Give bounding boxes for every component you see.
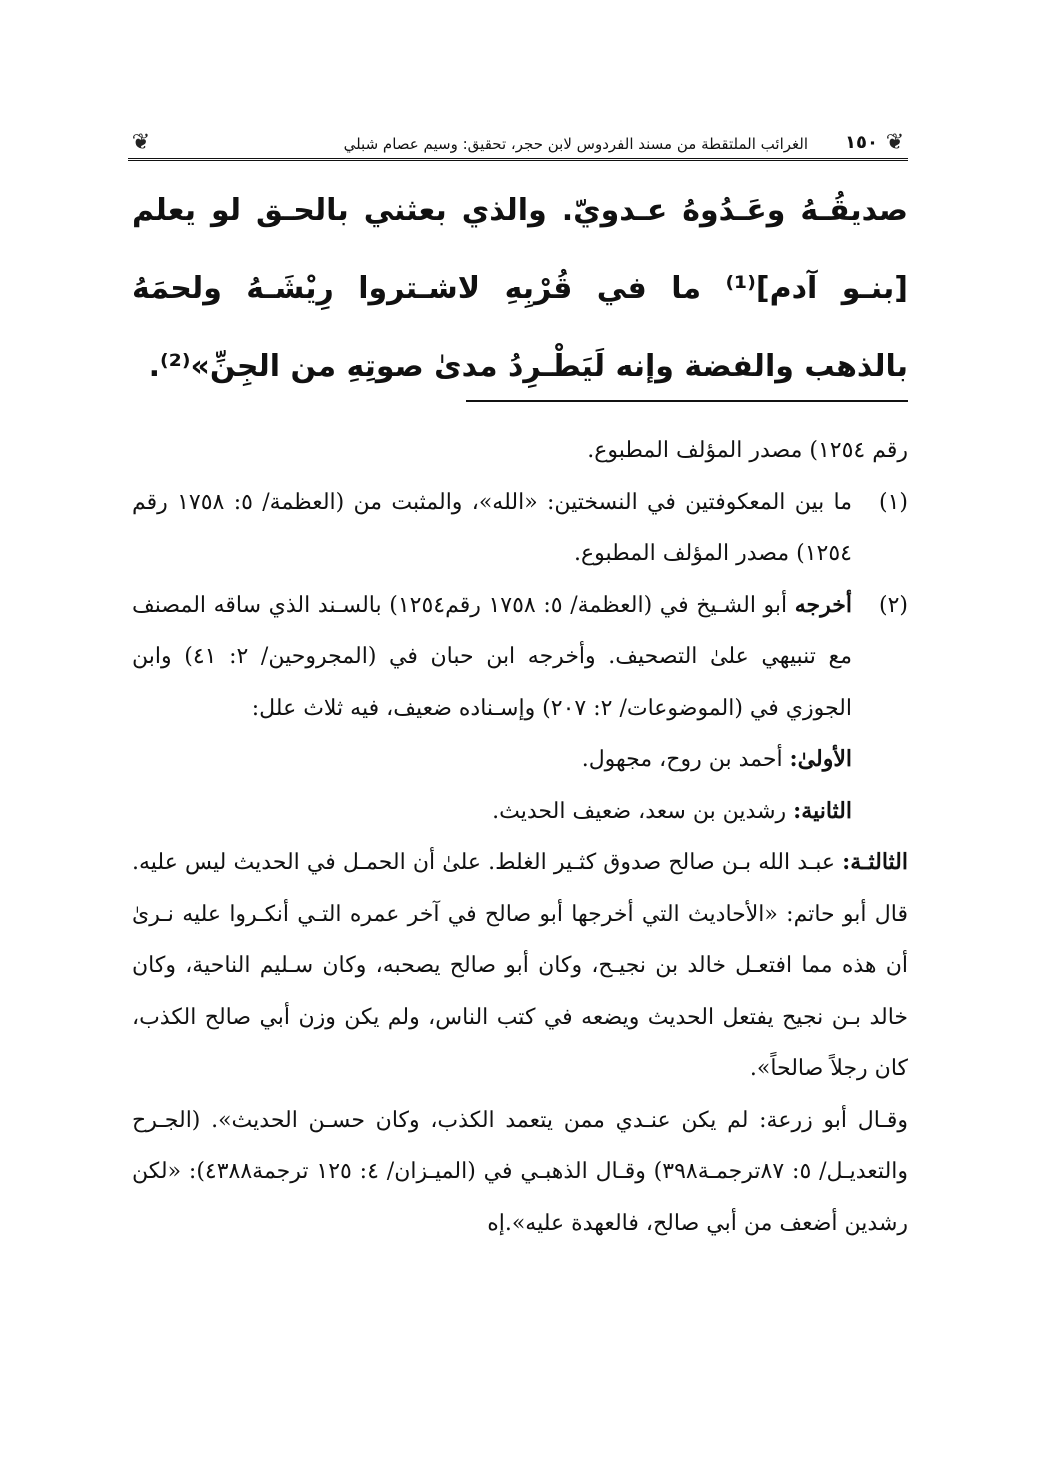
footnote-number: (٢) bbox=[878, 592, 908, 618]
hadith-text bbox=[132, 172, 908, 406]
reason-third bbox=[132, 837, 908, 1095]
footnote-text: ما بين المعكوفتين في النسختين: «الله»، والمثبت من (العظمة/ ٥: ١٧٥٨ رقم ١٢٥٤) مصدر المؤلف المطبوع. bbox=[132, 489, 853, 566]
closing-paragraph: وقـال أبو زرعة: لم يكن عنـدي ممن يتعمد الكذب، وكان حسـن الحديث». (الجـرح والتعديـل/ ٥: ٨٧ترجمـة٣٩٨) وقـال الذهبـي في (الميـزان/ ٤: ١٢٥ ترجمة٤٣٨٨): «لكن رشدين أضعف من أبي صالح، فالعهدة عليه».إه bbox=[132, 1107, 909, 1236]
reason-label: الثانية: bbox=[793, 797, 852, 824]
hadith-paragraph: صديقُـهُ وعَـدُوهُ عـدويّ. والذي بعثني بالحـق لو يعلم [بنـو آدم]⁽¹⁾ ما في قُرْبِهِ لاشـتروا رِيْشَـهُ ولحمَهُ بالذهب والفضة وإنه لَيَطْـرِدُ مدىٰ صوتِهِ من الجِنِّ»⁽²⁾. bbox=[132, 193, 908, 384]
floral-ornament-icon: ❦ bbox=[885, 130, 905, 155]
header-rule bbox=[128, 158, 908, 161]
footnote-1 bbox=[132, 477, 908, 580]
page-number: ١٥٠ bbox=[845, 132, 878, 153]
reason-label: الثالثـة: bbox=[842, 849, 908, 875]
footnote-continuation: رقم ١٢٥٤) مصدر المؤلف المطبوع. bbox=[587, 438, 908, 463]
reason-label: الأولىٰ: bbox=[789, 746, 852, 772]
footnote-text: أبو الشـيخ في (العظمة/ ٥: ١٧٥٨ رقم١٢٥٤) بالسـند الذي ساقه المصنف مع تنبيهي علىٰ التصحيف. وأخرجه ابن حبان في (المجروحين/ ٢: ٤١) وابن الجوزي في (الموضوعات/ ٢: ٢٠٧) وإسـناده ضعيف، فيه ثلاث علل: bbox=[132, 592, 853, 721]
reason-text: رشدين بن سعد، ضعيف الحديث. bbox=[492, 798, 794, 824]
footnote-number: (١) bbox=[878, 489, 908, 515]
footnotes bbox=[132, 425, 908, 1249]
reason-first bbox=[132, 734, 908, 786]
reason-second bbox=[132, 786, 908, 838]
page-header bbox=[128, 122, 908, 162]
reason-text: أحمد بن روح، مجهول. bbox=[581, 747, 790, 772]
footnote-separator bbox=[466, 400, 908, 402]
floral-ornament-icon: ❦ bbox=[131, 130, 151, 155]
footnote-2 bbox=[132, 580, 908, 735]
reason-text: عبـد الله بـن صالح صدوق كثـير الغلط. علىٰ أن الحمـل في الحديث ليس عليه. قال أبو حاتم: «الأحاديث التي أخرجها أبو صالح في آخر عمره التـي أنكـروا عليه نـرىٰ أن هذه مما افتعـل خالد بن نجيـح، وكان أبو صالح يصحبه، وكان سـليم الناحية، وكان خالد بـن نجيح يفتعل الحديث ويضعه في كتب الناس، ولم يكن وزن أبي صالح الكذب، كان رجلاً صالحاً». bbox=[132, 850, 908, 1081]
footnote-lead-word: أخرجه bbox=[794, 591, 853, 618]
running-title: الغرائب الملتقطة من مسند الفردوس لابن حجر، تحقيق: وسيم عصام شبلي bbox=[343, 135, 808, 153]
